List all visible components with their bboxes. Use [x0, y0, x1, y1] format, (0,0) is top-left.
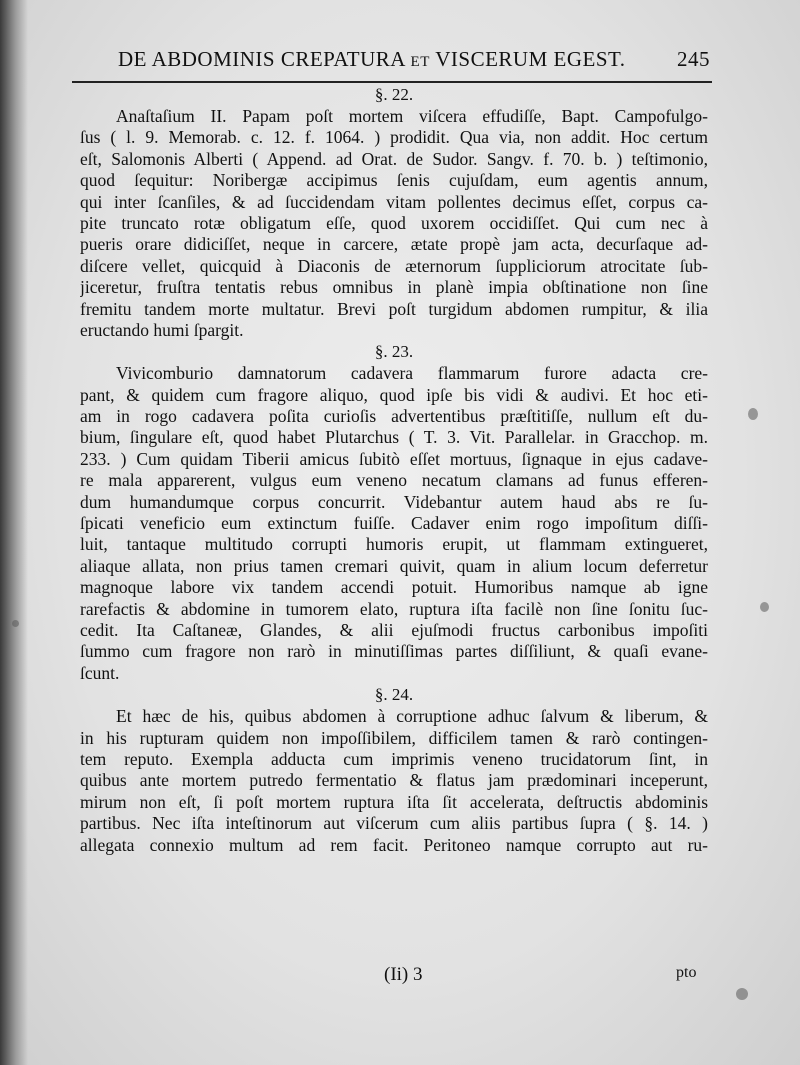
text-line: Et hæc de his, quibus abdomen à corruptione adhuc ſalvum & liberum, & [116, 706, 708, 727]
ink-spot [748, 408, 758, 420]
text-line: diſcere vellet, quicquid à Diaconis de æternorum ſuppliciorum atrocitate ſub- [80, 255, 708, 276]
text-line: partibus. Nec iſta inteſtinorum aut viſcerum cum aliis partibus ſupra ( §. 14. ) [80, 813, 708, 834]
text-line: aliaque allata, non prius tamen cremari quivit, quam in alium locum deferretur [80, 555, 708, 576]
ink-spot [12, 620, 19, 627]
text-line: Anaſtaſium II. Papam poſt mortem viſcera effudiſſe, Bapt. Campofulgo- [116, 106, 708, 126]
text-line: ſcunt. [80, 662, 120, 683]
text-line: fremitu tandem morte multatur. Brevi poſt turgidum abdomen rumpitur, & ilia [80, 298, 708, 319]
section-heading: §. 23. [374, 342, 414, 362]
text-line: in his rupturam quidem non impoſſibilem, difficilem tamen & rarò contingen- [80, 727, 708, 748]
page-number: 245 [677, 47, 710, 71]
ink-spot [736, 988, 748, 1000]
text-line: rarefactis & abdomine in tumorem elato, ruptura iſta facilè non ſine ſonitu ſuc- [80, 598, 708, 619]
section-heading: §. 22. [374, 85, 414, 104]
text-line: eſt, Salomonis Alberti ( Append. ad Orat. de Sudor. Sangv. f. 70. b. ) teſtimonio, [80, 148, 708, 169]
text-line: pant, & quidem cum fragore aliquo, quod ipſe bis vidi & audivi. Et hoc eti- [80, 384, 708, 405]
running-title [118, 47, 626, 72]
text-line: ſummo cum fragore non rarò in minutiſſimas partes diſſiliunt, & quaſi evane- [80, 641, 708, 662]
signature-mark: (Ii) 3 [384, 964, 423, 985]
text-line: allegata connexio multum ad rem facit. Peritoneo namque corrupto aut ru- [80, 834, 708, 855]
text-line: tem reputo. Exempla adducta cum imprimis veneno trucidatorum ſint, in [80, 748, 708, 769]
text-line: dum humandumque corpus concurrit. Videbantur autem haud abs re ſu- [80, 491, 708, 512]
header-rule [72, 81, 712, 83]
text-line: 233. ) Cum quidam Tiberii amicus ſubitò eſſet mortuus, ſignaque in ejus cadave- [80, 448, 708, 469]
text-line: mirum non eſt, ſi poſt mortem ruptura iſta ſit accelerata, deſtructis abdominis [80, 791, 708, 812]
binding-shadow [0, 0, 28, 1065]
text-line: luit, tantaque multitudo corrupti humoris erupit, ut flammam extingueret, [80, 534, 708, 555]
text-line: jiceretur, fruſtra tentatis rebus omnibus in planè impia obſtinatione non ſine [80, 277, 708, 298]
text-line: magnoque labore vix tandem accendi potuit. Humoribus namque ab igne [80, 577, 708, 598]
text-line: ſpicati veneficio eum extinctum fuiſſe. Cadaver enim rogo impoſitum diſſi- [80, 513, 708, 534]
text-line: Vivicomburio damnatorum cadavera flammarum furore adacta cre- [116, 363, 708, 384]
text-line: eructando humi ſpargit. [80, 319, 244, 340]
running-title-part-a: DE ABDOMINIS CREPATURA [118, 47, 405, 71]
text-line: am in rogo cadavera poſita curioſis advertentibus præſtitiſſe, nullum eſt du- [80, 406, 708, 427]
catchword: pto [676, 964, 697, 981]
text-line: re mala apparerent, vulgus eum veneno necatum clamans ad funus efferen- [80, 470, 708, 491]
text-line: quibus ante mortem putredo fermentatio & flatus jam prædominari inceperunt, [80, 770, 708, 791]
running-header [118, 47, 710, 75]
text-line: bium, ſingulare eſt, quod habet Plutarchus ( T. 3. Vit. Parallelar. in Gracchop. m. [80, 427, 708, 448]
running-title-part-b: VISCERUM EGEST. [435, 47, 626, 71]
text-line: pite truncato rotæ obligatum eſſe, quod uxorem occidiſſet. Qui cum nec à [80, 212, 708, 233]
section-heading: §. 24. [374, 685, 414, 705]
text-line: cedit. Ita Caſtaneæ, Glandes, & alii ejuſmodi fructus carbonibus impoſiti [80, 619, 708, 640]
text-line: qui inter ſcanſiles, & ad ſuccidendam vitam pollentes decimus eſſet, corpus ca- [80, 191, 708, 212]
text-line: pueris orare didiciſſet, neque in carcere, ætate propè jam acta, decurſaque ad- [80, 234, 708, 255]
text-line: quod ſequitur: Noribergæ accipimus ſenis cujuſdam, eum agentis annum, [80, 170, 708, 191]
text-line: ſus ( l. 9. Memorab. c. 12. f. 1064. ) prodidit. Qua via, non addit. Hoc certum [80, 127, 708, 148]
body-text [80, 84, 708, 856]
ink-spot [760, 602, 769, 612]
running-title-et: ET [410, 54, 430, 70]
